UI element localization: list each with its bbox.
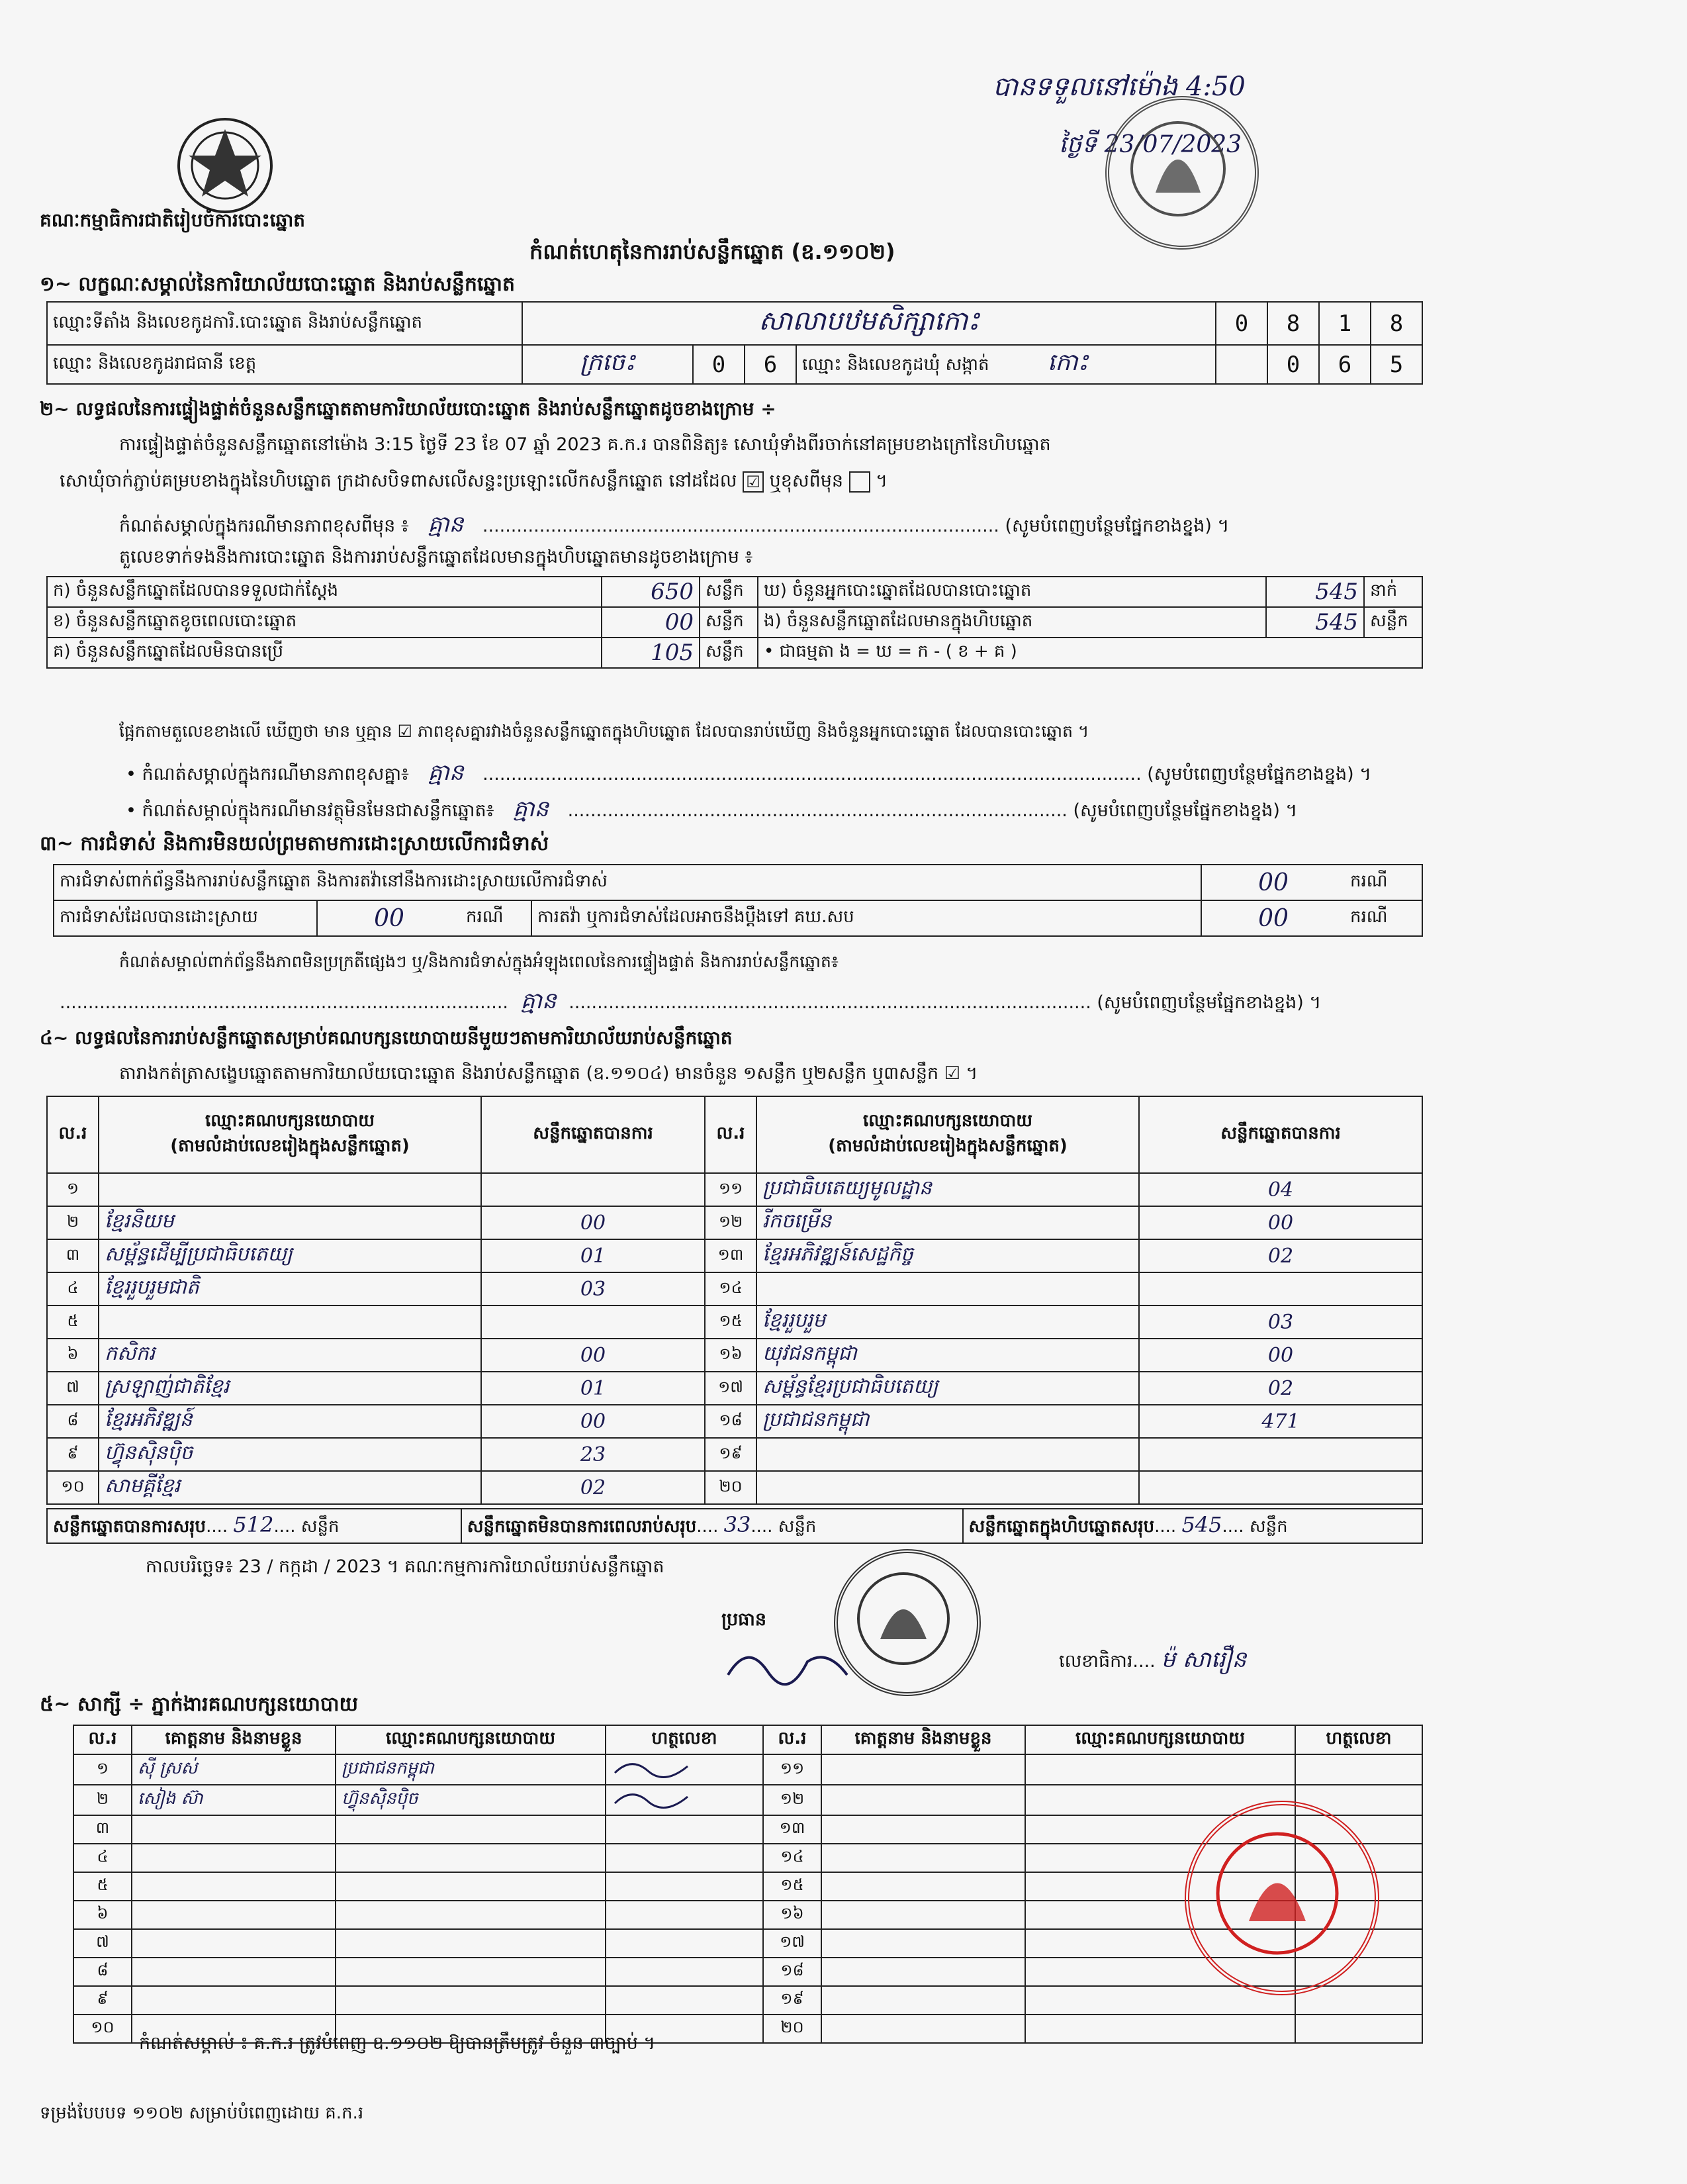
party-votes: 00 [481,1206,705,1239]
party-name: យុវជនកម្ពុជា [756,1339,1139,1372]
witness-no: ៥ [73,1872,132,1901]
commune-code-1: 0 [1267,345,1319,384]
signature-icon [612,1787,691,1809]
station-code-4: 8 [1371,302,1422,345]
witness-no: ១៦ [763,1901,821,1929]
difference-note2-value: គ្មាន [428,759,464,786]
party-results-table [46,1096,1423,1505]
col-party-right: ឈ្មោះគណបក្សនយោបាយ (តាមលំដាប់លេខរៀងក្នុងសន្លឹកឆ្នោត) [756,1096,1139,1173]
unused-label: គ) ចំនួនសន្លឹកឆ្នោតដែលមិនបានប្រើ [47,638,602,668]
nec-logo-icon [175,116,275,215]
section1-heading: ១~ លក្ខណៈសម្គាល់នៃការិយាល័យបោះឆ្នោត និងរាប់សន្លឹកឆ្នោត [40,273,516,296]
commune-label-and-name [796,345,1216,384]
party-name [756,1471,1139,1504]
totals-table [46,1508,1423,1544]
witness-party [336,1815,606,1844]
witness-no: ១៥ [763,1872,821,1901]
party-no: ១១ [705,1173,756,1206]
party-votes: 23 [481,1438,705,1471]
party-votes [1139,1272,1422,1306]
province-code-2: 6 [745,345,796,384]
witness-no: ១៨ [763,1958,821,1986]
witness-row [73,1754,1422,1785]
witness-signature [606,1872,763,1901]
party-row [47,1206,1422,1239]
witness-no: ១២ [763,1785,821,1815]
witness-name [821,1958,1025,1986]
irregularity-note: ............................................................................... គ្មាន ............................................................................................ (សូមបំពេញបន្ថែមផ្នែកខាងខ្នង) ។ [60,988,1322,1014]
party-name: ប្រជាជនកម្ពុជា [756,1405,1139,1438]
witness-party [1025,1754,1295,1785]
witness-no: ១៧ [763,1929,821,1958]
witness-party: ហ៊្វុនស៊ិនប៉ិច [336,1785,606,1815]
seal-changed-checkbox[interactable] [849,471,870,493]
party-votes [1139,1438,1422,1471]
party-row [47,1339,1422,1372]
committee-stamp-icon [834,1549,981,1696]
form-title: កំណត់ហេតុនៃការរាប់សន្លឹកឆ្នោត (ឧ.១១០២) [529,239,895,264]
party-name: ខ្មែរអភិវឌ្ឍន៍សេដ្ឋកិច្ច [756,1239,1139,1272]
party-no: ៨ [47,1405,99,1438]
difference-note: កំណត់សម្គាល់ក្នុងករណីមានភាពខុសពីមុន ៖ គ្មាន ........................................................................................... (សូមបំពេញបន្ថែមផ្នែកខាងខ្នង) ។ [119,511,1230,538]
commune-name: កោះ [1047,349,1089,376]
party-name [756,1272,1139,1306]
party-no: ១៤ [705,1272,756,1306]
party-votes: 00 [1139,1339,1422,1372]
witness-signature [1295,1986,1422,2015]
witness-party [336,1901,606,1929]
party-name [99,1173,481,1206]
party-votes: 02 [1139,1372,1422,1405]
in-box-label: ង) ចំនួនសន្លឹកឆ្នោតដែលមានក្នុងហិបឆ្នោត [758,607,1266,638]
witness-party [336,1872,606,1901]
date-line: កាលបរិច្ឆេទ៖ 23 / កក្កដា / 2023 ។ គណៈកម្មការការិយាល័យរាប់សន្លឹកឆ្នោត [146,1556,664,1577]
difference-note-value: គ្មាន [428,511,464,538]
complaints-table: ការជំទាស់ពាក់ព័ន្ធនឹងការរាប់សន្លឹកឆ្នោត និងការតវ៉ានៅនឹងការដោះស្រាយលើការជំទាស់ 00 ករណី ការជំទាស់ដែលបានដោះស្រាយ 00 ករណី ការតវ៉ា ឬការជំទាស់ដែលអាចនឹងប្តឹងទៅ គឃ.សប 00 ករណី [53,864,1423,937]
party-no: ៦ [47,1339,99,1372]
party-name [756,1438,1139,1471]
seal-intact-checkbox[interactable]: ☑ [743,471,764,493]
witness-name [821,1815,1025,1844]
witness-signature [606,1844,763,1872]
voters-value: 545 [1266,577,1364,607]
party-name: ខ្មែររួបរួម [756,1306,1139,1339]
party-name: សម្ព័ន្ធដើម្បីប្រជាធិបតេយ្យ [99,1239,481,1272]
party-rows [47,1173,1422,1504]
witness-name [821,1901,1025,1929]
difference-note2: • កំណត់សម្គាល់ក្នុងករណីមានភាពខុសគ្នា៖ គ្មាន .................................................................................................................... (សូមបំពេញបន្ថែមផ្នែកខាងខ្នង) ។ [126,759,1372,786]
irregularity-note-value: គ្មាន [520,988,557,1014]
witness-signature [1295,2015,1422,2043]
witness-no: ១៣ [763,1815,821,1844]
party-name [99,1306,481,1339]
witness-name [132,1901,336,1929]
party-votes [481,1306,705,1339]
witness-name [821,1986,1025,2015]
party-row [47,1239,1422,1272]
verification-para1: ការផ្ទៀងផ្ទាត់ចំនួនសន្លឹកឆ្នោតនៅម៉ោង 3:15 ថ្ងៃទី 23 ខែ 07 ឆ្នាំ 2023 គ.ក.រ បានពិនិត្យ៖ សោឃុំទាំងពីរចាក់នៅគម្របខាងក្រៅនៃហិបឆ្នោត [119,434,1051,455]
voters-label: ឃ) ចំនួនអ្នកបោះឆ្នោតដែលបានបោះឆ្នោត [758,577,1266,607]
party-row [47,1471,1422,1504]
witness-party [1025,2015,1295,2043]
party-no: ៩ [47,1438,99,1471]
witness-party [336,1958,606,1986]
witness-name [821,1929,1025,1958]
chair-label: ប្រធាន [721,1609,767,1630]
party-name: ហ៊្វុនស៊ិនប៉ិច [99,1438,481,1471]
ballot-figures-table: ក) ចំនួនសន្លឹកឆ្នោតដែលបានទទួលជាក់ស្តែង 650 សន្លឹក ឃ) ចំនួនអ្នកបោះឆ្នោតដែលបានបោះឆ្នោត 545 នាក់ ខ) ចំនួនសន្លឹកឆ្នោតខូចពេលបោះឆ្នោត 00 សន្លឹក ង) ចំនួនសន្លឹកឆ្នោតដែលមានក្នុងហិបឆ្នោត 545 សន្លឹក គ) ចំនួនសន្លឹកឆ្នោតដែលមិនបានប្រើ 105 សន្លឹក • ជាធម្មតា ង = ឃ = ក - ( ខ + គ ) [46,576,1423,669]
party-name: ស្រឡាញ់ជាតិខ្មែរ [99,1372,481,1405]
secretary-signature: ម៉ សារឿន [1161,1646,1247,1673]
witness-party: ប្រជាជនកម្ពុជា [336,1754,606,1785]
bottom-note: កំណត់សម្គាល់ ៖ គ.ក.រ ត្រូវបំពេញ ឧ.១១០២ ឱ្យបានត្រឹមត្រូវ ចំនួន ៣ច្បាប់ ។ [139,2033,656,2054]
witness-table: ល.រ គោត្តនាម និងនាមខ្លួន ឈ្មោះគណបក្សនយោបាយ ហត្ថលេខា ល.រ គោត្តនាម និងនាមខ្លួន ឈ្មោះគណបក្សនយោបាយ ហត្ថលេខា ១ ស៊ី ស្រស់ ប្រជាជនកម្ពុជា ១១ ២ សៀង ស៊ា ហ៊្វុនស៊ិនប៉ិច ១២ ៣ ១៣ ៤ ១៤ ៥ ១៥ ៦ ១៦ ៧ ១៧ ៨ ១៨ ៩ ១៩ ១០ ២០ [73,1725,1423,2044]
party-votes [1139,1471,1422,1504]
witness-signature [606,1754,763,1785]
party-no: ១៥ [705,1306,756,1339]
col-party-left: ឈ្មោះគណបក្សនយោបាយ (តាមលំដាប់លេខរៀងក្នុងសន្លឹកឆ្នោត) [99,1096,481,1173]
party-votes: 00 [481,1339,705,1372]
appeals-label: ការតវ៉ា ឬការជំទាស់ដែលអាចនឹងប្តឹងទៅ គឃ.សប [531,900,1201,936]
party-name: កសិករ [99,1339,481,1372]
col-votes-right: សន្លឹកឆ្នោតបានការ [1139,1096,1422,1173]
form-page [40,40,1416,2158]
party-no: ២ [47,1206,99,1239]
complaints-label: ការជំទាស់ពាក់ព័ន្ធនឹងការរាប់សន្លឹកឆ្នោត និងការតវ៉ានៅនឹងការដោះស្រាយលើការជំទាស់ [54,865,1201,900]
received-label: ក) ចំនួនសន្លឹកឆ្នោតដែលបានទទួលជាក់ស្តែង [47,577,602,607]
commune-label: ឈ្មោះ និងលេខកូដឃុំ សង្កាត់ [802,355,989,375]
witness-no: ៣ [73,1815,132,1844]
witness-no: ៦ [73,1901,132,1929]
witness-name [132,1844,336,1872]
witness-no: ៨ [73,1958,132,1986]
witness-no: ១៤ [763,1844,821,1872]
station-code-3: 1 [1319,302,1371,345]
witness-name [132,1986,336,2015]
witness-no: ២ [73,1785,132,1815]
station-code-2: 8 [1267,302,1319,345]
witness-no: ៩ [73,1986,132,2015]
party-no: ១៩ [705,1438,756,1471]
party-votes: 03 [481,1272,705,1306]
spoiled-label: ខ) ចំនួនសន្លឹកឆ្នោតខូចពេលបោះឆ្នោត [47,607,602,638]
province-code-1: 0 [693,345,745,384]
party-name: សាមគ្គីខ្មែរ [99,1471,481,1504]
witness-no: ១ [73,1754,132,1785]
resolved-value: 00 [317,900,461,936]
committee-name: គណៈកម្មាធិការជាតិរៀបចំការបោះឆ្នោត [40,209,306,231]
party-no: ២០ [705,1471,756,1504]
party-name: ខ្មែរអភិវឌ្ឍន៍ [99,1405,481,1438]
party-votes: 03 [1139,1306,1422,1339]
party-name: សម្ព័ន្ធខ្មែរប្រជាធិបតេយ្យ [756,1372,1139,1405]
polling-station-table [46,301,1423,385]
foreign-object-note: • កំណត់សម្គាល់ក្នុងករណីមានវត្ថុមិនមែនជាសន្លឹកឆ្នោត៖ គ្មាន ........................................................................................ (សូមបំពេញបន្ថែមផ្នែកខាងខ្នង) ។ [126,796,1298,822]
party-no: ១៨ [705,1405,756,1438]
party-votes: 471 [1139,1405,1422,1438]
chair-signature-icon [721,1635,854,1695]
witness-name: សៀង ស៊ា [132,1785,336,1815]
witness-signature [1295,1754,1422,1785]
red-official-stamp-icon [1185,1801,1379,1995]
total-valid: សន្លឹកឆ្នោតបានការសរុប.... 512.... សន្លឹក [47,1509,461,1543]
section4-heading: ៤~ លទ្ធផលនៃការរាប់សន្លឹកឆ្នោតសម្រាប់គណបក្សនយោបាយនីមួយៗតាមការិយាល័យរាប់សន្លឹកឆ្នោត [40,1027,733,1049]
appeals-value: 00 [1201,900,1345,936]
province-label: ឈ្មោះ និងលេខកូដរាជធានី ខេត្ត [47,345,522,384]
signature-icon [612,1756,691,1779]
resolved-label: ការជំទាស់ដែលបានដោះស្រាយ [54,900,317,936]
secretary: លេខាធិការ.... ម៉ សារឿន [1059,1646,1247,1673]
witness-name [821,2015,1025,2043]
witness-name [821,1754,1025,1785]
witness-no: ១៩ [763,1986,821,2015]
col-no-left: ល.រ [47,1096,99,1173]
party-votes [481,1173,705,1206]
party-row [47,1405,1422,1438]
witness-name [132,1958,336,1986]
commune-code-3: 5 [1371,345,1422,384]
witness-name [132,1929,336,1958]
party-votes: 02 [1139,1239,1422,1272]
party-votes: 00 [1139,1206,1422,1239]
party-no: ៥ [47,1306,99,1339]
witness-no: ១១ [763,1754,821,1785]
witness-row [73,1986,1422,2015]
witness-party [336,1844,606,1872]
witness-party [336,1929,606,1958]
party-row [47,1173,1422,1206]
witness-signature [606,1785,763,1815]
witness-name [132,1872,336,1901]
witness-name: ស៊ី ស្រស់ [132,1754,336,1785]
party-no: ១៣ [705,1239,756,1272]
witness-no: ៧ [73,1929,132,1958]
party-name: រីកចម្រើន [756,1206,1139,1239]
col-no-right: ល.រ [705,1096,756,1173]
witness-name [132,1815,336,1844]
witness-no: ៤ [73,1844,132,1872]
spoiled-value: 00 [602,607,700,638]
party-votes: 01 [481,1372,705,1405]
received-date: ថ្ងៃទី 23/07/2023 [1059,131,1242,158]
total-invalid: សន្លឹកឆ្នោតមិនបានការពេលរាប់សរុប.... 33.... សន្លឹក [461,1509,963,1543]
verification-para2: សោឃុំចាក់ភ្ជាប់គម្របខាងក្នុងនៃហិបឆ្នោត ក្រដាសបិទពាសលើសន្ទះប្រឡោះលើកសន្លឹកឆ្នោត នៅដដែល ☑ ឬខុសពីមុន ។ [60,471,888,491]
party-no: ១៦ [705,1339,756,1372]
form-footer: ទម្រង់បែបបទ ១១០២ សម្រាប់បំពេញដោយ គ.ក.រ [40,2103,364,2123]
party-row [47,1438,1422,1471]
received-note: បានទទួលនៅម៉ោង 4:50 [993,71,1246,102]
party-row [47,1272,1422,1306]
party-no: ១០ [47,1471,99,1504]
received-stamp-icon [1105,96,1259,250]
party-no: ៧ [47,1372,99,1405]
difference-check-line: ផ្អែកតាមតួលេខខាងលើ ឃើញថា មាន ឬគ្មាន ☑ ភាពខុសគ្នារវាងចំនួនសន្លឹកឆ្នោតក្នុងហិបឆ្នោត ដែលបានរាប់ឃើញ និងចំនួនអ្នកបោះឆ្នោត ដែលបានបោះឆ្នោត ។ [119,722,1089,741]
station-code-1: 0 [1216,302,1267,345]
witness-signature [606,1815,763,1844]
party-votes: 00 [481,1405,705,1438]
party-name: ខ្មែរនិយម [99,1206,481,1239]
party-no: ១២ [705,1206,756,1239]
witness-signature [606,1929,763,1958]
station-name: សាលាបឋមសិក្សាកោះ [522,302,1216,345]
party-votes: 01 [481,1239,705,1272]
summary-sheets-line: តារាងកត់ត្រាសង្ខេបឆ្នោតតាមការិយាល័យបោះឆ្នោត និងរាប់សន្លឹកឆ្នោត (ឧ.១១០៤) មានចំនួន ១សន្លឹក ឬ២សន្លឹក ឬ៣សន្លឹក ☑ ។ [119,1063,978,1084]
total-in-box-value: 545 [1181,1511,1222,1537]
foreign-object-note-value: គ្មាន [513,796,549,822]
witness-no: ១០ [73,2015,132,2043]
section2-heading: ២~ លទ្ធផលនៃការផ្ទៀងផ្ទាត់ចំនួនសន្លឹកឆ្នោតតាមការិយាល័យបោះឆ្នោត និងរាប់សន្លឹកឆ្នោតដូចខាងក្រោម ÷ [40,398,776,420]
witness-party [336,1986,606,2015]
party-no: ១៧ [705,1372,756,1405]
party-no: ១ [47,1173,99,1206]
figures-intro: តួលេខទាក់ទងនឹងការបោះឆ្នោត និងការរាប់សន្លឹកឆ្នោតដែលមានក្នុងហិបឆ្នោតមានដូចខាងក្រោម ៖ [119,547,753,567]
party-no: ៣ [47,1239,99,1272]
party-no: ៤ [47,1272,99,1306]
party-name: ប្រជាធិបតេយ្យមូលដ្ឋាន [756,1173,1139,1206]
total-in-box: សន្លឹកឆ្នោតក្នុងហិបឆ្នោតសរុប.... 545.... សន្លឹក [963,1509,1422,1543]
witness-name [821,1844,1025,1872]
station-label: ឈ្មោះទីតាំង និងលេខកូដការិ.បោះឆ្នោត និងរាប់សន្លឹកឆ្នោត [47,302,522,345]
witness-signature [606,1901,763,1929]
section3-heading: ៣~ ការជំទាស់ និងការមិនយល់ព្រមតាមការដោះស្រាយលើការជំទាស់ [40,832,549,855]
in-box-value: 545 [1266,607,1364,638]
commune-code-2: 6 [1319,345,1371,384]
irregularity-note-label: កំណត់សម្គាល់ពាក់ព័ន្ធនឹងភាពមិនប្រក្រតីផ្សេងៗ ឬ/និងការជំទាស់ក្នុងអំឡុងពេលនៃការផ្ទៀងផ្ទាត់ និងការរាប់សន្លឹកឆ្នោត៖ [119,952,839,971]
party-votes: 02 [481,1471,705,1504]
received-value: 650 [602,577,700,607]
party-votes: 04 [1139,1173,1422,1206]
witness-name [821,1872,1025,1901]
province-name: ក្រចេះ [522,345,693,384]
total-invalid-value: 33 [723,1511,751,1537]
unused-value: 105 [602,638,700,668]
witness-name [821,1785,1025,1815]
total-valid-value: 512 [233,1511,274,1537]
col-votes-left: សន្លឹកឆ្នោតបានការ [481,1096,705,1173]
party-row [47,1306,1422,1339]
party-row [47,1372,1422,1405]
section5-heading: ៥~ សាក្សី ÷ ភ្នាក់ងារគណបក្សនយោបាយ [40,1693,359,1716]
formula-note: • ជាធម្មតា ង = ឃ = ក - ( ខ + គ ) [758,638,1422,668]
witness-signature [606,1958,763,1986]
party-name: ខ្មែររួបរួមជាតិ [99,1272,481,1306]
witness-signature [606,1986,763,2015]
witness-no: ២០ [763,2015,821,2043]
complaints-value: 00 [1201,865,1345,900]
